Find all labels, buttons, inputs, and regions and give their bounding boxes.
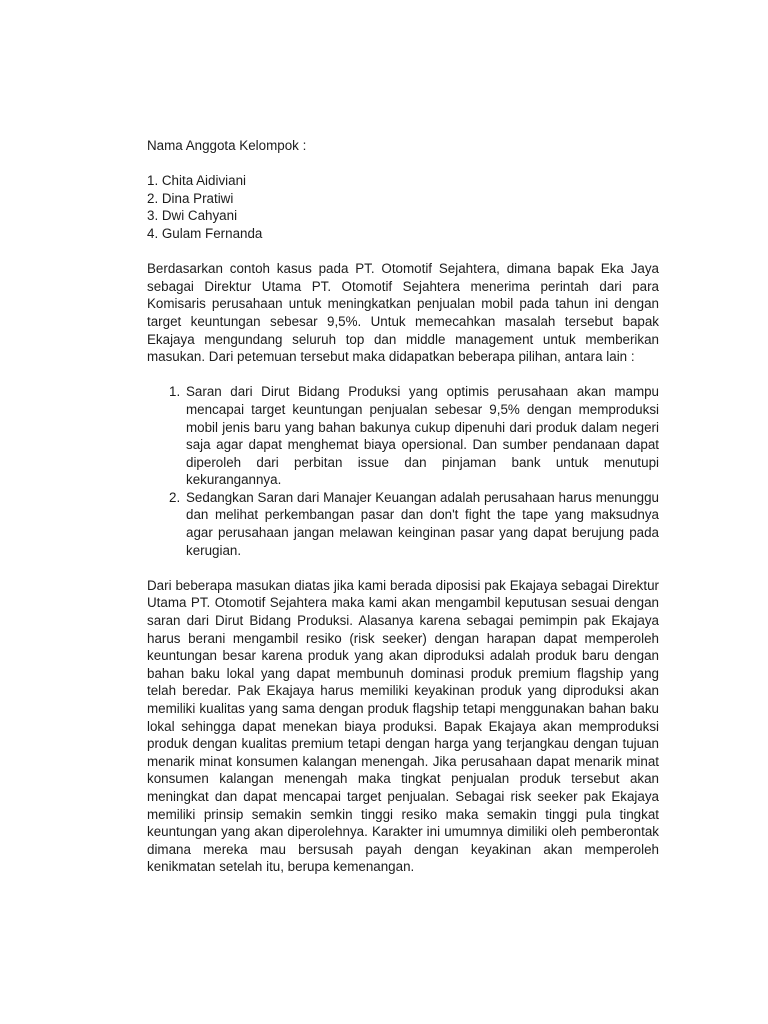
- member-item: 3. Dwi Cahyani: [147, 208, 238, 224]
- option-text: Saran dari Dirut Bidang Produksi yang optimis perusahaan akan mampu mencapai target keuntungan penjualan sebesar 9,5% dengan memproduksi mobil jenis baru yang bahan bakunya cukup dipenuhi dari produk dalam negeri saja agar dapat menghemat biaya opersional. Dan sumber pendanaan dapat diperoleh dari perbitan issue dan pinjaman bank untuk menutupi kekurangannya.: [186, 384, 659, 488]
- option-text: Sedangkan Saran dari Manajer Keuangan adalah perusahaan harus menunggu dan melihat perkembangan pasar dan don't fight the tape yang maksudnya agar perusahaan jangan melawan keinginan pasar yang dapat berujung pada kerugian.: [186, 489, 659, 558]
- intro-paragraph: Berdasarkan contoh kasus pada PT. Otomotif Sejahtera, dimana bapak Eka Jaya sebagai Direktur Utama PT. Otomotif Sejahtera menerima perintah dari para Komisaris perusahaan untuk meningkatkan penjualan mobil pada tahun ini dengan target keuntungan sebesar 9,5%. Untuk memecahkan masalah tersebut bapak Ekajaya mengundang seluruh top dan middle management untuk memberikan masukan. Dari petemuan tersebut maka didapatkan beberapa pilihan, antara lain :: [147, 261, 659, 365]
- option-number: 1.: [169, 384, 181, 400]
- document-page: [147, 137, 659, 876]
- option-list: [147, 383, 659, 559]
- member-item: 1. Chita Aidiviani: [147, 173, 246, 189]
- option-item: [147, 489, 659, 559]
- option-item: [147, 383, 659, 489]
- member-list: [147, 172, 659, 242]
- conclusion-paragraph: Dari beberapa masukan diatas jika kami berada diposisi pak Ekajaya sebagai Direktur Utama PT. Otomotif Sejahtera maka kami akan mengambil keputusan sesuai dengan saran dari Dirut Bidang Produksi. Alasanya karena sebagai pemimpin pak Ekajaya harus berani mengambil resiko (risk seeker) dengan harapan dapat memperoleh keuntungan besar karena produk yang akan diproduksi adalah produk baru dengan bahan baku lokal yang dapat membunuh dominasi produk premium flagship yang telah beredar. Pak Ekajaya harus memiliki keyakinan produk yang diproduksi akan memiliki kualitas yang sama dengan produk flagship tetapi menggunakan bahan baku lokal sehingga dapat menekan biaya produksi. Bapak Ekajaya akan memproduksi produk dengan kualitas premium tetapi dengan harga yang terjangkau dengan tujuan menarik minat konsumen kalangan menengah. Jika perusahaan dapat menarik minat konsumen kalangan menengah maka tingkat penjualan produk tersebut akan meningkat dan dapat mencapai target penjualan. Sebagai risk seeker pak Ekajaya memiliki prinsip semakin semkin tinggi resiko maka semakin tinggi pula tingkat keuntungan yang akan diperolehnya. Karakter ini umumnya dimiliki oleh pemberontak dimana mereka mau bersusah payah dengan keyakinan akan memperoleh kenikmatan setelah itu, berupa kemenangan.: [147, 577, 659, 875]
- member-item: 4. Gulam Fernanda: [147, 225, 263, 241]
- group-members-heading: Nama Anggota Kelompok :: [147, 138, 307, 153]
- member-item: 2. Dina Pratiwi: [147, 190, 234, 206]
- option-number: 2.: [169, 489, 181, 505]
